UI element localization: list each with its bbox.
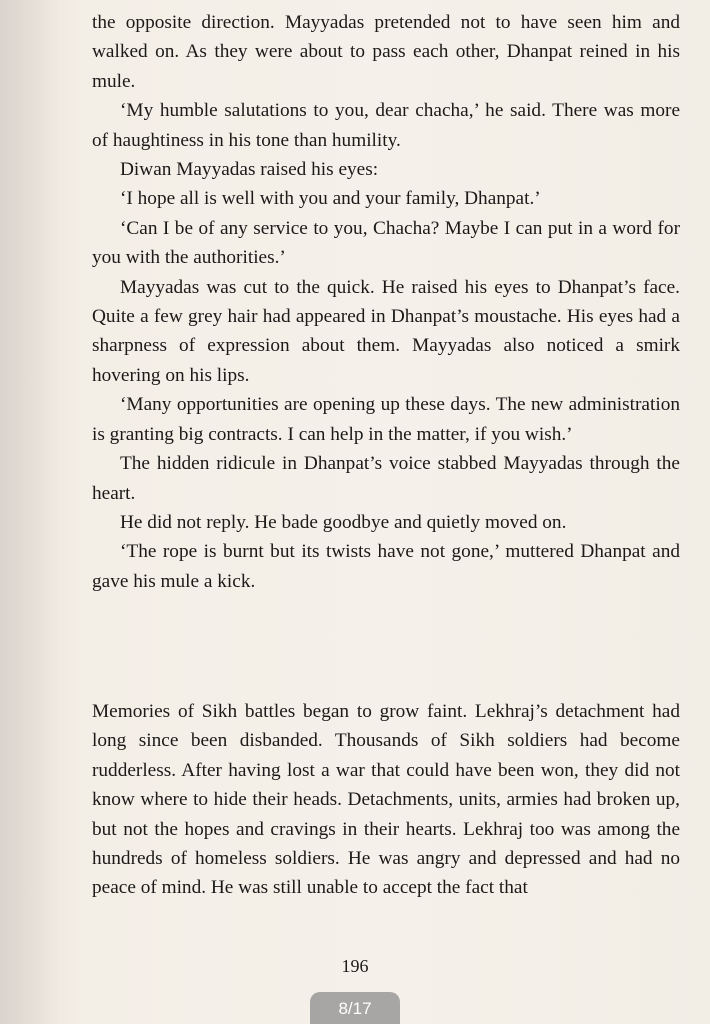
text-block-upper: [92, 8, 680, 596]
paragraph: ‘My humble salutations to you, dear chacha,’ he said. There was more of haughtiness in his tone than humility.: [92, 100, 680, 151]
paragraph: ‘The rope is burnt but its twists have not gone,’ muttered Dhanpat and gave his mule a kick.: [92, 541, 680, 592]
paragraph: ‘I hope all is well with you and your family, Dhanpat.’: [120, 188, 541, 210]
text-block-lower: [92, 697, 680, 903]
page-indicator: 8/17: [310, 992, 400, 1024]
page-number: 196: [341, 956, 369, 976]
paragraph: Diwan Mayyadas raised his eyes:: [120, 159, 379, 181]
paragraph: ‘Can I be of any service to you, Chacha? Maybe I can put in a word for you with the authorities.’: [92, 217, 680, 269]
page-shadow: [0, 0, 60, 1024]
paragraph: Memories of Sikh battles began to grow faint. Lekhraj’s detachment had long since been disbanded. Thousands of Sikh soldiers had become rudderless. After having lost a war that could have been won, they did not know where to hide their heads. Detachments, units, armies had broken up, but not the hopes and cravings in their hearts. Lekhraj too was among the hundreds of homeless soldiers. He was angry and depressed and had no peace of mind. He was still unable to accept the fact that: [92, 701, 680, 899]
paragraph: The hidden ridicule in Dhanpat’s voice stabbed Mayyadas through the heart.: [92, 453, 680, 504]
paragraph: the opposite direction. Mayyadas pretended not to have seen him and walked on. As they were about to pass each other, Dhanpat reined in his mule.: [92, 12, 680, 92]
paragraph: Mayyadas was cut to the quick. He raised his eyes to Dhanpat’s face. Quite a few grey hair had appeared in Dhanpat’s moustache. His eyes had a sharpness of expression about them. Mayyadas also noticed a smirk hovering on his lips.: [92, 276, 680, 386]
paragraph: ‘Many opportunities are opening up these days. The new administration is granting big contracts. I can help in the matter, if you wish.’: [92, 394, 680, 445]
paragraph: He did not reply. He bade goodbye and quietly moved on.: [120, 511, 567, 533]
